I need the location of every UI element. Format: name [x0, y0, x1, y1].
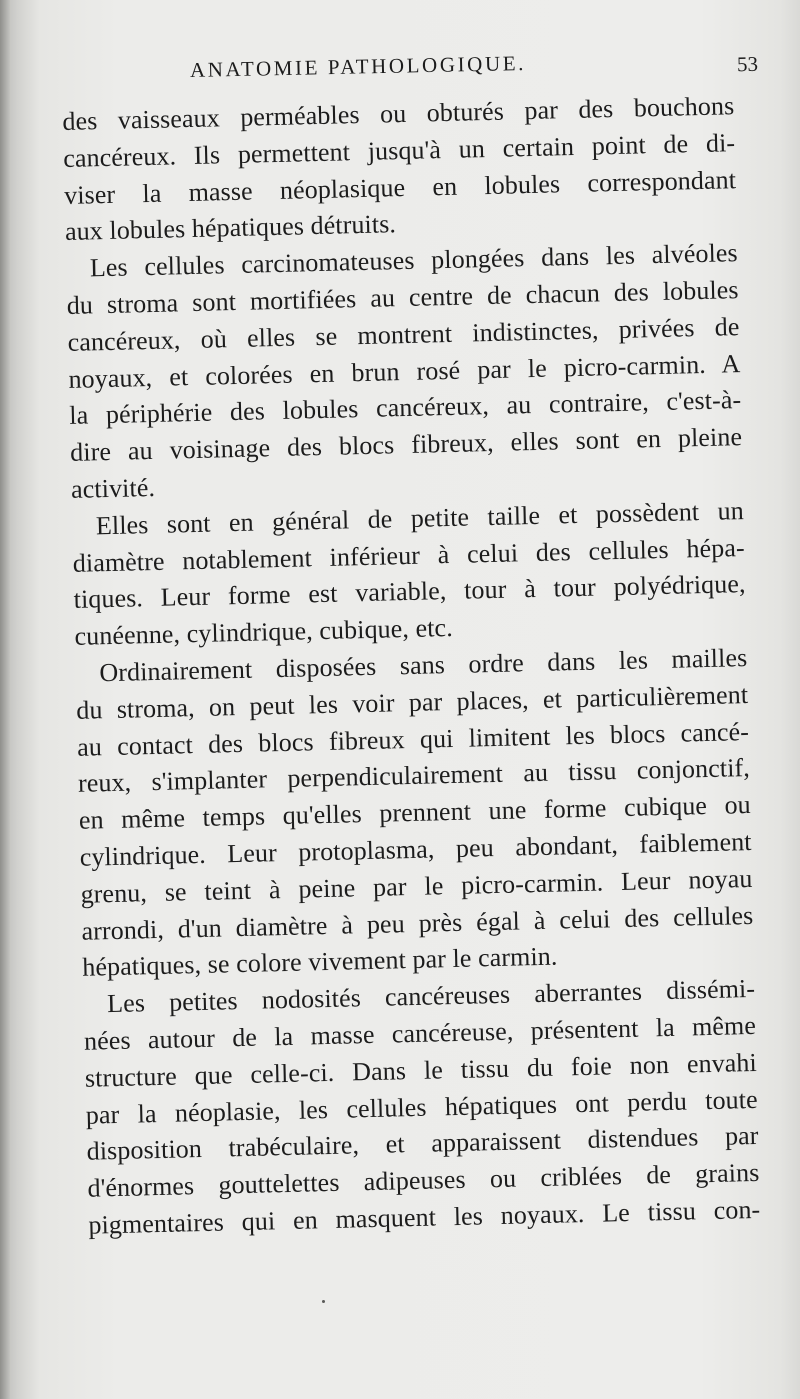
page-header [60, 50, 759, 92]
text-line: Ordinairement disposées sans ordre dans les mailles [99, 642, 748, 688]
running-title: ANATOMIE PATHOLOGIQUE. [189, 50, 527, 82]
text-line: tiques. Leur forme est variable, tour à tour polyédrique, [73, 569, 746, 615]
text-line: structure que celle-ci. Dans le tissu du foie non envahi [84, 1047, 758, 1093]
text-line: Les petites nodosités cancéreuses aberrantes dissémi- [106, 974, 756, 1019]
text-line: par la néoplasie, les cellules hépatiques ont perdu toute [85, 1084, 758, 1130]
text-line: la périphérie des lobules cancéreux, au contraire, c'est-à- [69, 385, 742, 431]
binding-gutter [0, 0, 10, 1399]
body-text [62, 88, 761, 1244]
text-line: reux, s'implanter perpendiculairement au tissu conjonctif, [77, 753, 751, 799]
text-line: noyaux, et colorées en brun rosé par le picro-carmin. A [68, 348, 741, 394]
text-line: des vaisseaux perméables ou obturés par des bouchons [62, 91, 735, 136]
text-line: cylindrique. Leur protoplasma, peu abondant, faiblement [79, 826, 752, 872]
page-number: 53 [736, 51, 759, 77]
text-line: du stroma, on peut les voir par places, et particulièrement [75, 679, 749, 725]
text-line: nées autour de la masse cancéreuse, présentent la même [83, 1010, 757, 1056]
text-line: disposition trabéculaire, et apparaissent distendues par [86, 1121, 759, 1167]
text-line: aux lobules hépatiques détruits. [64, 209, 397, 247]
text-line: au contact des blocs fibreux qui limitent les blocs cancé- [76, 716, 750, 762]
ink-speck [322, 1300, 325, 1303]
text-line: pigmentaires qui en masquent les noyaux. Le tissu con- [88, 1194, 761, 1240]
text-line: grenu, se teint à peine par le picro-carmin. Leur noyau [80, 863, 753, 909]
text-line: Les cellules carcinomateuses plongées dans les alvéoles [89, 238, 739, 283]
text-line: en même temps qu'elles prennent une forme cubique ou [78, 790, 752, 835]
text-line: cancéreux. Ils permettent jusqu'à un certain point de di- [62, 127, 736, 173]
text-line: diamètre notablement inférieur à celui des cellules hépa- [72, 532, 745, 578]
text-line: Elles sont en général de petite taille et possèdent un [95, 495, 745, 541]
text-line: viser la masse néoplasique en lobules correspondant [63, 164, 737, 210]
text-line: hépatiques, se colore vivement par le carmin. [82, 941, 558, 983]
text-line: dire au voisinage des blocs fibreux, elles sont en pleine [69, 422, 743, 468]
text-line: du stroma sont mortifiées au centre de chacun des lobules [66, 275, 739, 320]
text-line: arrondi, d'un diamètre à peu près égal à celui des cellules [81, 900, 754, 946]
text-line: d'énormes gouttelettes adipeuses ou criblées de grains [87, 1157, 760, 1203]
text-line: activité. [70, 472, 156, 504]
text-line: cunéenne, cylindrique, cubique, etc. [74, 613, 454, 652]
text-line: cancéreux, où elles se montrent indistinctes, privées de [67, 311, 740, 357]
